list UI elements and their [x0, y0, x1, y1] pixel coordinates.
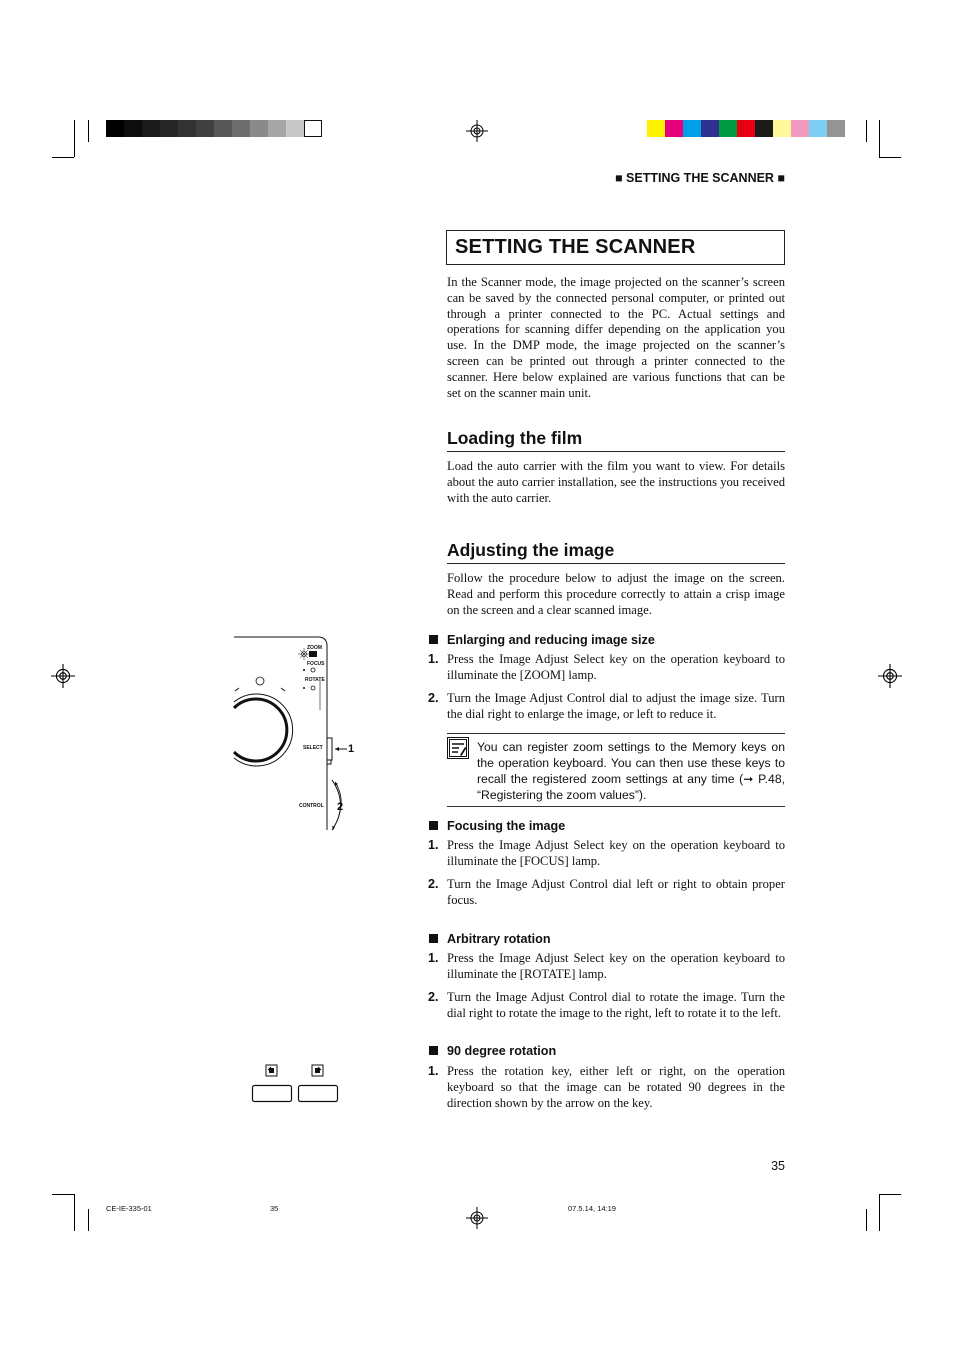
registration-target-icon	[51, 664, 75, 688]
select-key-icon	[327, 738, 332, 760]
calibration-swatch	[286, 120, 304, 137]
calibration-swatch	[809, 120, 827, 137]
calibration-swatch	[701, 120, 719, 137]
subheading-90-rotation: 90 degree rotation	[429, 1044, 556, 1058]
rotate-left-key-icon	[266, 1065, 277, 1076]
calibration-swatch	[214, 120, 232, 137]
grayscale-calibration-bar	[106, 120, 322, 137]
registration-target-icon	[466, 120, 488, 142]
rotate-left-key	[253, 1086, 292, 1102]
adjusting-paragraph: Follow the procedure below to adjust the image on the screen. Read and perform this procedure correctly to attain a crisp image on the screen and a clear scanned image.	[447, 571, 785, 617]
heading-loading-film: Loading the film	[447, 428, 785, 452]
loading-paragraph: Load the auto carrier with the film you want to view. For details about the auto carrier installation, see the instructions you received with the auto carrier.	[447, 459, 785, 505]
page-title-box	[446, 230, 785, 265]
calibration-swatch	[647, 120, 665, 137]
calibration-swatch	[124, 120, 142, 137]
calibration-swatch	[755, 120, 773, 137]
calibration-swatch	[827, 120, 845, 137]
footer-code: CE-IE-335-01	[106, 1204, 152, 1213]
running-header: ■ SETTING THE SCANNER ■	[615, 171, 785, 185]
rotation-step-1: 1. Press the Image Adjust Select key on the operation keyboard to illuminate the [ROTATE] lamp.	[428, 951, 785, 981]
focus-lamp-icon	[311, 668, 315, 672]
memo-note-text: You can register zoom settings to the Memory keys on the operation keyboard. You can then use these keys to recall the registered zoom settings at any time (➞ P.48, “Registering the zoom values”).	[477, 740, 785, 802]
footer-timestamp: 07.5.14, 14:19	[568, 1204, 616, 1213]
control-panel-illustration	[225, 630, 365, 840]
control-label: CONTROL	[299, 803, 324, 809]
subheading-zoom: Enlarging and reducing image size	[429, 633, 655, 647]
callout-1: 1	[348, 743, 355, 755]
rotation90-step-1: 1. Press the rotation key, either left or right, on the operation keyboard so that the image can be rotated 90 degrees in the direction shown by the arrow on the key.	[428, 1064, 785, 1110]
intro-paragraph: In the Scanner mode, the image projected on the scanner’s screen can be saved by the connected personal computer, or printed out through a printer connected to the PC. Actual settings and operations for scanning differ depending on the application you use. In the DMP mode, the image projected on the scanner’s screen can be printed out through a printer connected to the scanner. Here below explained are various functions that can be set on the scanner main unit.	[447, 275, 785, 400]
calibration-swatch	[250, 120, 268, 137]
page-title: SETTING THE SCANNER	[455, 236, 696, 258]
calibration-swatch	[142, 120, 160, 137]
calibration-swatch	[665, 120, 683, 137]
focus-step-1: 1. Press the Image Adjust Select key on the operation keyboard to illuminate the [FOCUS] lamp.	[428, 838, 785, 868]
subheading-arbitrary-rotation: Arbitrary rotation	[429, 932, 551, 946]
zoom-step-2: 2. Turn the Image Adjust Control dial to adjust the image size. Turn the dial right to enlarge the image, or left to reduce it.	[428, 691, 785, 721]
calibration-swatch	[773, 120, 791, 137]
calibration-swatch	[304, 120, 322, 137]
calibration-swatch	[683, 120, 701, 137]
rotate-symbol-icon	[256, 677, 264, 685]
registration-target-icon	[466, 1207, 488, 1229]
calibration-swatch	[232, 120, 250, 137]
rotate-right-key	[299, 1086, 338, 1102]
calibration-swatch	[196, 120, 214, 137]
calibration-swatch	[268, 120, 286, 137]
rotation-step-2: 2. Turn the Image Adjust Control dial to rotate the image. Turn the dial right to rotate the image to the right, left to rotate it to the left.	[428, 990, 785, 1020]
heading-adjusting-image: Adjusting the image	[447, 540, 785, 564]
rotate-right-key-icon	[312, 1065, 323, 1076]
memo-note	[447, 733, 785, 807]
select-label: SELECT	[303, 745, 323, 751]
calibration-swatch	[106, 120, 124, 137]
rotate-label: ROTATE	[305, 677, 325, 683]
page-number: 35	[771, 1159, 785, 1173]
callout-2: 2	[337, 801, 344, 813]
focus-label: FOCUS	[307, 661, 325, 667]
memo-icon	[447, 737, 469, 759]
calibration-swatch	[160, 120, 178, 137]
color-calibration-bar	[647, 120, 845, 137]
subheading-focus: Focusing the image	[429, 819, 565, 833]
footer-page: 35	[270, 1204, 279, 1213]
rotate-lamp-icon	[311, 686, 315, 690]
registration-target-icon	[878, 664, 902, 688]
calibration-swatch	[719, 120, 737, 137]
focus-step-2: 2. Turn the Image Adjust Control dial left or right to obtain proper focus.	[428, 877, 785, 907]
zoom-label: ZOOM	[307, 645, 322, 651]
calibration-swatch	[737, 120, 755, 137]
zoom-step-1: 1. Press the Image Adjust Select key on the operation keyboard to illuminate the [ZOOM] lamp.	[428, 652, 785, 682]
calibration-swatch	[791, 120, 809, 137]
calibration-swatch	[178, 120, 196, 137]
rotation-keys-illustration	[248, 1060, 344, 1106]
